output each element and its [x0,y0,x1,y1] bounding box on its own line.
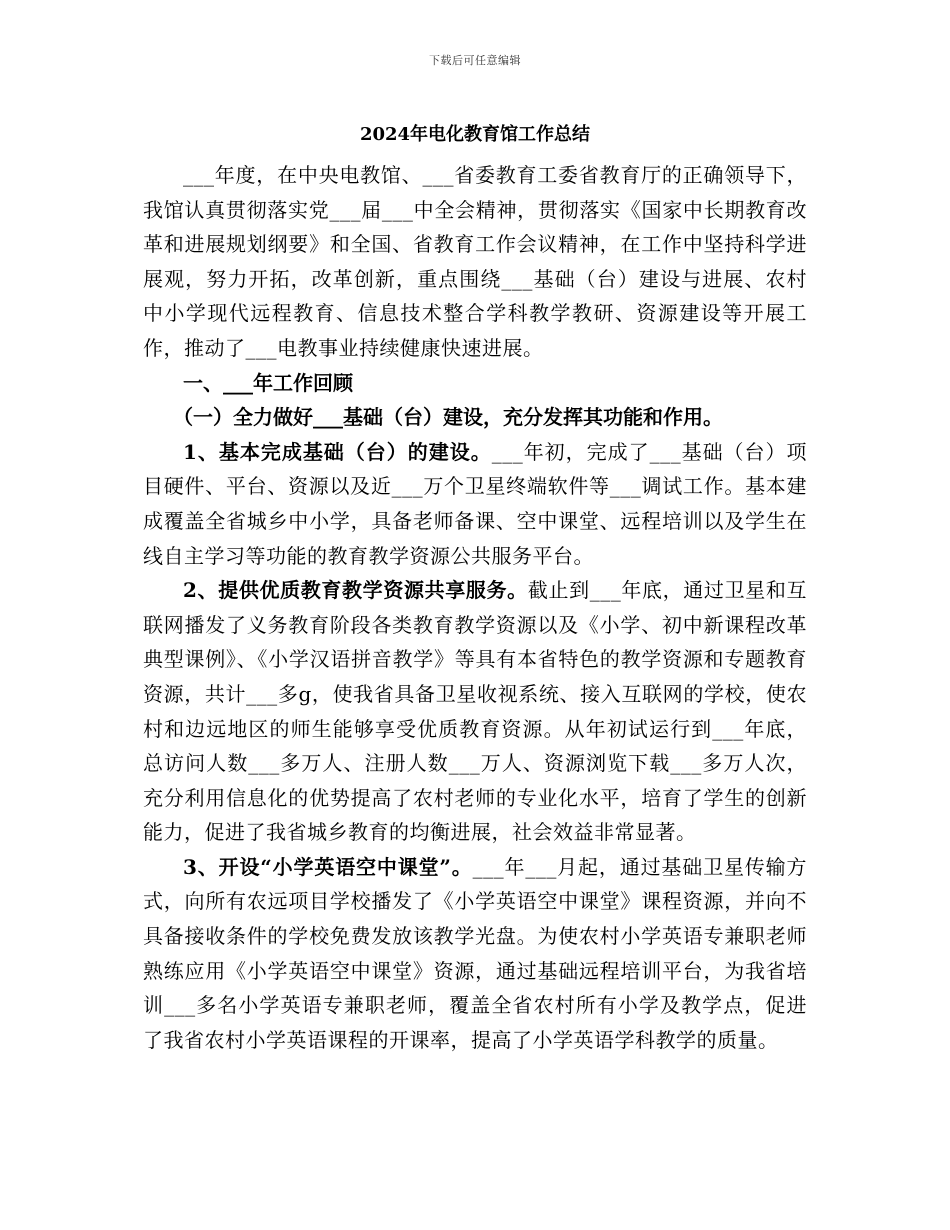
document-body [143,158,807,1057]
list-item [143,850,807,1058]
intro-paragraph: ___年度，在中央电教馆、___省委教育工委省教育厅的正确领导下，我馆认真贯彻落实党___届___中全会精神，贯彻落实《国家中长期教育改革和进展规划纲要》和全国、省教育工作会议精神，在工作中坚持科学进展观，努力开拓，改革创新，重点围绕___基础（台）建设与进展、农村中小学现代远程教育、信息技术整合学科教学教研、资源建设等开展工作，推动了___电教事业持续健康快速进展。 [143,163,807,360]
document-title: 2024年电化教育馆工作总结 [359,124,591,145]
item-lead: 1、基本完成基础（台）的建设。 [183,439,492,464]
item-lead: 2、提供优质教育教学资源共享服务。 [183,578,528,603]
item-text: 截止到___年底，通过卫星和互联网播发了义务教育阶段各类教育教学资源以及《小学、初中新课程改革典型课例》、《小学汉语拼音教学》等具有本省特色的教学资源和专题教育资源，共计___多g，使我省具备卫星收视系统、接入互联网的学校，使农村和边远地区的师生能够享受优质教育资源。从年初试运行到___年底，总访问人数___多万人、注册人数___万人、资源浏览下载___多万人次，充分利用信息化的优势提高了农村老师的专业化水平，培育了学生的创新能力，促进了我省城乡教育的均衡进展，社会效益非常显著。 [143,578,807,845]
section-heading: 一、___年工作回顾 [183,370,353,395]
list-item [143,573,807,850]
list-item [143,435,807,573]
subsection-heading: （一）全力做好___基础（台）建设，充分发挥其功能和作用。 [173,405,723,430]
page-header-note: 下载后可任意编辑 [429,54,521,67]
item-text: ___年初，完成了___基础（台）项目硬件、平台、资源以及近___万个卫星终端软件等___调试工作。基本建成覆盖全省城乡中小学，具备老师备课、空中课堂、远程培训以及学生在线自主学习等功能的教育教学资源公共服务平台。 [143,439,808,568]
item-text: ___年___月起，通过基础卫星传输方式，向所有农远项目学校播发了《小学英语空中课堂》课程资源，并向不具备接收条件的学校免费发放该教学光盘。为使农村小学英语专兼职老师熟练应用《小学英语空中课堂》资源，通过基础远程培训平台，为我省培训___多名小学英语专兼职老师，覆盖全省农村所有小学及教学点，促进了我省农村小学英语课程的开课率，提高了小学英语学科教学的质量。 [143,854,807,1052]
item-lead: 3、开设“小学英语空中课堂”。 [183,854,473,879]
